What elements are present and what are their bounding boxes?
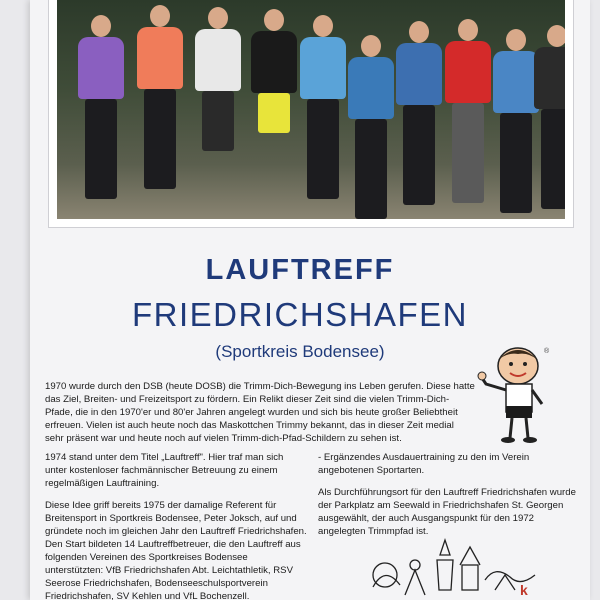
- right-paragraph: Als Durchführungsort für den Lauftreff Friedrichshafen wurde der Parkplatz am Seewald in Friedrichshafen St. Georgen ausgewählt, der auch Ausgangspunkt für den 1972 angelegten Trimmpfad ist.: [318, 487, 576, 537]
- group-photo: [57, 0, 565, 219]
- article-title-line2: FRIEDRICHSHAFEN: [131, 296, 469, 333]
- photo-person: [71, 15, 131, 215]
- photo-person: [187, 7, 249, 215]
- article-subtitle: (Sportkreis Bodensee): [215, 342, 385, 361]
- group-photo-frame: [48, 0, 574, 228]
- article-right-column: [318, 451, 576, 547]
- photo-person: [531, 25, 565, 215]
- trimmy-mascot-illustration: [476, 344, 556, 444]
- right-paragraph: - Ergänzendes Ausdauertraining zu den im Verein angebotenen Sportarten.: [318, 452, 530, 476]
- registered-trademark: ®: [544, 348, 550, 355]
- left-paragraph: Diese Idee griff bereits 1975 der damalige Referent für Breitensport in Sportkreis Bodensee, Peter Joksch, auf und gründete noch im gleichen Jahr den Lauftreff Friedrichshafen. Den Start bildeten 14 Lauftreffbetreuer, die den Lauftreff aus folgenden Vereinen des Sportkreises Bodensee unterstützten: VfB Friedrichshafen Abt. Leichtathletik, RSV Seerose Friedrichshafen, Bodenseeschulsportverein Friedrichshafen, SV Kehlen und VfL Bochenzell.: [45, 500, 307, 600]
- photo-person: [129, 5, 191, 215]
- left-paragraph: 1974 stand unter dem Titel „Lauftreff". Hier traf man sich unter kostenloser fachmännischer Betreuung zu einem regelmäßigen Lauftraining.: [45, 452, 284, 489]
- runners-sketch-illustration: [345, 535, 545, 600]
- article-left-column: [45, 451, 307, 600]
- article-intro-paragraph: 1970 wurde durch den DSB (heute DOSB) die Trimm-Dich-Bewegung ins Leben gerufen. Diese hatte das Ziel, Breiten- und Freizeitsport zu fördern. Ein Relikt dieser Zeit sind die vielen Trimm-Dich-Pfade, die in den 1970'er und 80'er Jahren angelegt wurden und sich bis heute großer Beliebtheit erfreuen. Vielen ist auch heute noch das Maskottchen Trimmy bekannt, das in dieser Zeit medial sehr präsent war und heute noch auf vielen Trimm-dich-Pfad-Schildern zu sehen ist.: [45, 381, 475, 444]
- svg-text:k: k: [520, 582, 528, 598]
- article-title-line1: LAUFTREFF: [205, 254, 395, 286]
